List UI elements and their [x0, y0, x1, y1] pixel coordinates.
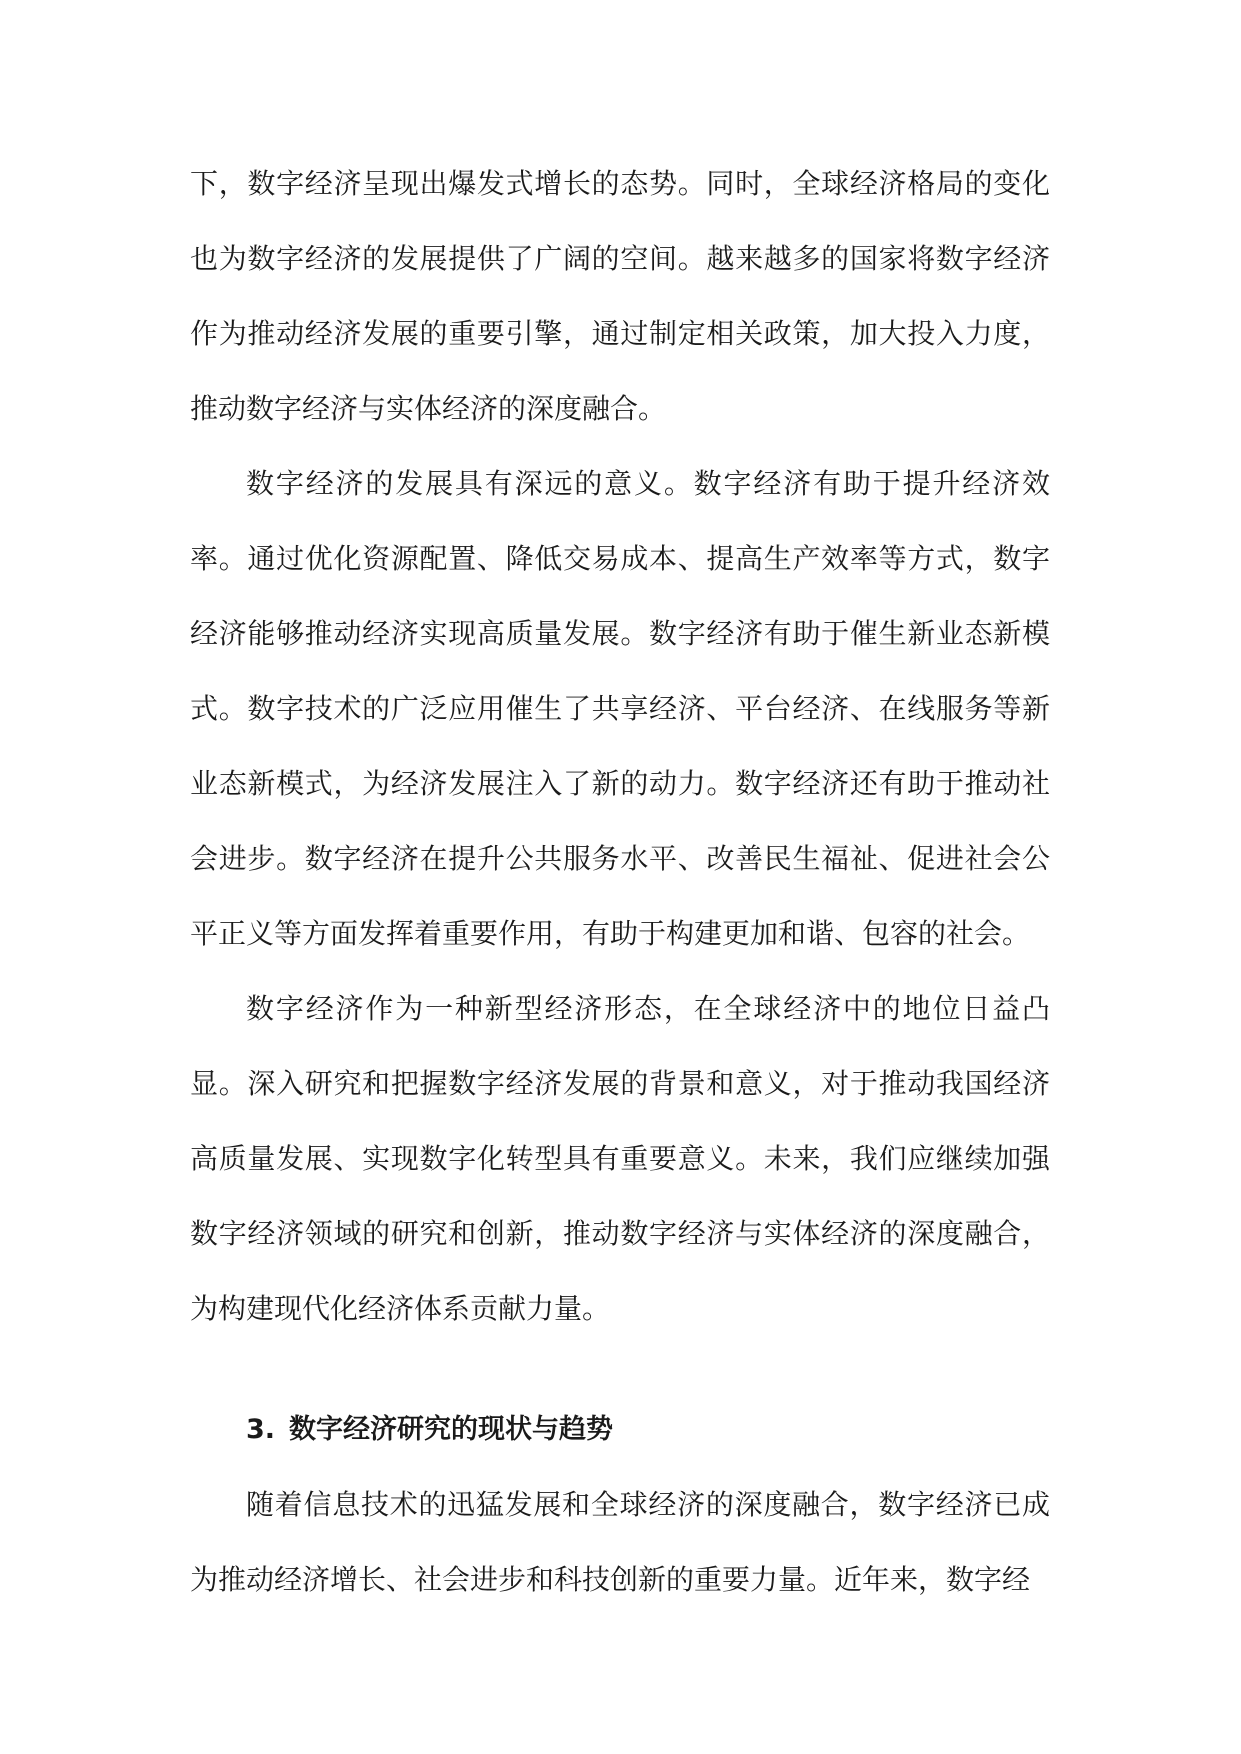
paragraph-2: 数字经济的发展具有深远的意义。数字经济有助于提升经济效率。通过优化资源配置、降低交易成本、提高生产效率等方式，数字经济能够推动经济实现高质量发展。数字经济有助于催生新业态新模式。数字技术的广泛应用催生了共享经济、平台经济、在线服务等新业态新模式，为经济发展注入了新的动力。数字经济还有助于推动社会进步。数字经济在提升公共服务水平、改善民生福祉、促进社会公平正义等方面发挥着重要作用，有助于构建更加和谐、包容的社会。	[190, 467, 1050, 950]
paragraph-3: 数字经济作为一种新型经济形态，在全球经济中的地位日益凸显。深入研究和把握数字经济发展的背景和意义，对于推动我国经济高质量发展、实现数字化转型具有重要意义。未来，我们应继续加强数字经济领域的研究和创新，推动数字经济与实体经济的深度融合，为构建现代化经济体系贡献力量。	[190, 992, 1050, 1325]
document-body	[190, 146, 1050, 1617]
paragraph-1: 下，数字经济呈现出爆发式增长的态势。同时，全球经济格局的变化也为数字经济的发展提供了广阔的空间。越来越多的国家将数字经济作为推动经济发展的重要引擎，通过制定相关政策，加大投入力度，推动数字经济与实体经济的深度融合。	[190, 167, 1050, 425]
section-heading	[190, 1392, 1050, 1467]
section-heading-number: 3.	[246, 1414, 276, 1445]
paragraph-4: 随着信息技术的迅猛发展和全球经济的深度融合，数字经济已成为推动经济增长、社会进步和科技创新的重要力量。近年来，数字经	[190, 1488, 1050, 1596]
section-heading-title: 数字经济研究的现状与趋势	[289, 1414, 614, 1445]
